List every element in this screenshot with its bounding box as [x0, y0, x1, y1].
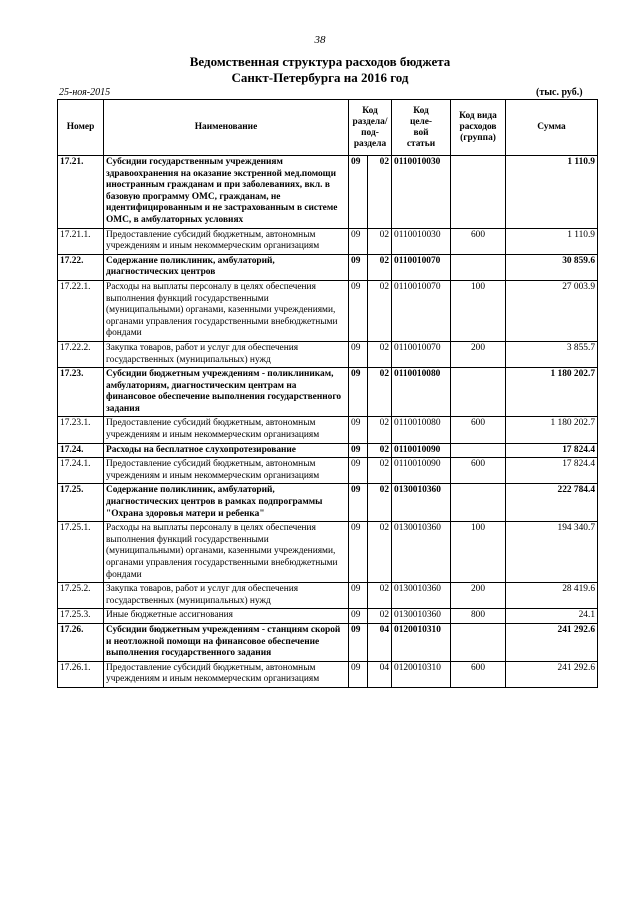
row-expense-type: 200	[451, 583, 506, 609]
row-expense-type: 600	[451, 228, 506, 254]
row-section: 09	[349, 280, 368, 341]
row-number: 17.21.1.	[58, 228, 104, 254]
row-sum: 194 340.7	[506, 522, 598, 583]
row-sum: 30 859.6	[506, 254, 598, 280]
row-section: 09	[349, 368, 368, 417]
row-subsection: 04	[368, 623, 392, 661]
row-section: 09	[349, 583, 368, 609]
header-section-line: Код	[362, 105, 378, 116]
row-number: 17.24.1.	[58, 458, 104, 484]
row-expense-type	[451, 368, 506, 417]
row-expense-type: 600	[451, 417, 506, 443]
row-subsection: 02	[368, 156, 392, 229]
row-section: 09	[349, 522, 368, 583]
row-expense-type: 200	[451, 341, 506, 367]
row-article: 0110010070	[392, 280, 451, 341]
row-name: Расходы на выплаты персоналу в целях обеспечения выполнения функций государственными (муниципальными) органами, казенными учреждениями, органами управления государственными внебюджетными фондами	[104, 522, 349, 583]
row-name: Расходы на выплаты персоналу в целях обеспечения выполнения функций государственными (муниципальными) органами, казенными учреждениями, органами управления государственными внебюджетными фондами	[104, 280, 349, 341]
row-name: Предоставление субсидий бюджетным, автономным учреждениям и иным некоммерческим организациям	[104, 228, 349, 254]
row-article: 0120010310	[392, 661, 451, 687]
row-number: 17.23.1.	[58, 417, 104, 443]
table-row	[58, 609, 598, 624]
table-row	[58, 484, 598, 522]
row-subsection: 04	[368, 661, 392, 687]
row-article: 0130010360	[392, 522, 451, 583]
table-row	[58, 661, 598, 687]
row-expense-type: 100	[451, 522, 506, 583]
row-article: 0110010030	[392, 228, 451, 254]
row-expense-type: 600	[451, 458, 506, 484]
row-article: 0110010090	[392, 443, 451, 458]
header-section-line: раздела/	[352, 116, 388, 127]
title-line-1: Ведомственная структура расходов бюджета	[189, 54, 451, 69]
table-row	[58, 228, 598, 254]
row-article: 0130010360	[392, 484, 451, 522]
row-number: 17.26.1.	[58, 661, 104, 687]
table-row	[58, 368, 598, 417]
row-expense-type: 100	[451, 280, 506, 341]
table-row	[58, 156, 598, 229]
table-header-row	[58, 100, 598, 156]
row-name: Субсидии бюджетным учреждениям - поликлиникам, амбулаториям, диагностическим центрам на финансовое обеспечение выполнения государственного задания	[104, 368, 349, 417]
header-section-code	[349, 100, 392, 156]
page-number: 38	[314, 34, 326, 46]
row-article: 0110010070	[392, 341, 451, 367]
header-section-line: раздела	[353, 138, 387, 149]
header-article-line: вой	[413, 127, 429, 138]
header-sum: Сумма	[506, 100, 598, 156]
header-kvr-line: расходов	[459, 122, 497, 132]
row-name: Расходы на бесплатное слухопротезирование	[104, 443, 349, 458]
row-subsection: 02	[368, 522, 392, 583]
table-row	[58, 341, 598, 367]
row-article: 0130010360	[392, 583, 451, 609]
row-number: 17.24.	[58, 443, 104, 458]
row-number: 17.22.2.	[58, 341, 104, 367]
budget-table	[57, 99, 598, 688]
row-section: 09	[349, 661, 368, 687]
row-section: 09	[349, 609, 368, 624]
row-section: 09	[349, 228, 368, 254]
row-section: 09	[349, 254, 368, 280]
units-label: (тыс. руб.)	[536, 87, 583, 98]
header-article-code	[392, 100, 451, 156]
row-expense-type: 600	[451, 661, 506, 687]
row-subsection: 02	[368, 341, 392, 367]
row-section: 09	[349, 417, 368, 443]
row-sum: 241 292.6	[506, 623, 598, 661]
table-row	[58, 623, 598, 661]
row-article: 0110010080	[392, 417, 451, 443]
row-name: Субсидии государственным учреждениям здравоохранения на оказание экстренной мед.помощи иностранным гражданам и при заболеваниях, вкл. в базовую программу ОМС, гражданам, не идентифицированным и не застрахованным в системе ОМС, в амбулаторных условиях	[104, 156, 349, 229]
table-row	[58, 443, 598, 458]
row-name: Закупка товаров, работ и услуг для обеспечения государственных (муниципальных) нужд	[104, 341, 349, 367]
row-subsection: 02	[368, 583, 392, 609]
row-article: 0110010030	[392, 156, 451, 229]
row-number: 17.23.	[58, 368, 104, 417]
row-expense-type: 800	[451, 609, 506, 624]
row-expense-type	[451, 484, 506, 522]
row-number: 17.21.	[58, 156, 104, 229]
row-subsection: 02	[368, 280, 392, 341]
row-expense-type	[451, 254, 506, 280]
header-kvr-line: Код вида	[459, 111, 497, 121]
table-row	[58, 583, 598, 609]
row-name: Субсидии бюджетным учреждениям - станциям скорой и неотложной помощи на финансовое обеспечение выполнения государственного задания	[104, 623, 349, 661]
row-subsection: 02	[368, 254, 392, 280]
row-expense-type	[451, 443, 506, 458]
row-article: 0110010090	[392, 458, 451, 484]
table-body	[58, 156, 598, 688]
row-number: 17.25.	[58, 484, 104, 522]
row-name: Предоставление субсидий бюджетным, автономным учреждениям и иным некоммерческим организациям	[104, 417, 349, 443]
table-row	[58, 458, 598, 484]
document-title	[0, 54, 640, 86]
row-sum: 222 784.4	[506, 484, 598, 522]
row-section: 09	[349, 443, 368, 458]
row-sum: 241 292.6	[506, 661, 598, 687]
row-article: 0110010070	[392, 254, 451, 280]
row-name: Предоставление субсидий бюджетным, автономным учреждениям и иным некоммерческим организациям	[104, 458, 349, 484]
row-number: 17.26.	[58, 623, 104, 661]
header-section-line: под-	[361, 127, 379, 138]
row-name: Закупка товаров, работ и услуг для обеспечения государственных (муниципальных) нужд	[104, 583, 349, 609]
table-row	[58, 254, 598, 280]
row-sum: 17 824.4	[506, 443, 598, 458]
row-number: 17.22.1.	[58, 280, 104, 341]
row-sum: 28 419.6	[506, 583, 598, 609]
row-expense-type	[451, 156, 506, 229]
title-line-2: Санкт-Петербурга на 2016 год	[231, 70, 409, 85]
row-sum: 17 824.4	[506, 458, 598, 484]
row-sum: 1 110.9	[506, 228, 598, 254]
row-number: 17.25.1.	[58, 522, 104, 583]
row-section: 09	[349, 341, 368, 367]
row-sum: 1 180 202.7	[506, 368, 598, 417]
row-article: 0130010360	[392, 609, 451, 624]
row-number: 17.25.2.	[58, 583, 104, 609]
header-name: Наименование	[104, 100, 349, 156]
row-subsection: 02	[368, 228, 392, 254]
table-row	[58, 417, 598, 443]
table-row	[58, 280, 598, 341]
row-subsection: 02	[368, 443, 392, 458]
row-sum: 1 110.9	[506, 156, 598, 229]
row-subsection: 02	[368, 417, 392, 443]
header-expense-type-code	[451, 100, 506, 156]
header-article-line: Код	[413, 105, 429, 116]
row-name: Содержание поликлиник, амбулаторий, диагностических центров	[104, 254, 349, 280]
header-kvr-line: (группа)	[460, 133, 496, 143]
row-name: Иные бюджетные ассигнования	[104, 609, 349, 624]
row-article: 0120010310	[392, 623, 451, 661]
row-name: Содержание поликлиник, амбулаторий, диагностических центров в рамках подпрограммы "Охрана здоровья матери и ребенка"	[104, 484, 349, 522]
header-number: Номер	[58, 100, 104, 156]
row-subsection: 02	[368, 609, 392, 624]
header-article-line: целе-	[409, 116, 433, 127]
row-number: 17.22.	[58, 254, 104, 280]
row-sum: 3 855.7	[506, 341, 598, 367]
row-article: 0110010080	[392, 368, 451, 417]
row-name: Предоставление субсидий бюджетным, автономным учреждениям и иным некоммерческим организациям	[104, 661, 349, 687]
row-section: 09	[349, 458, 368, 484]
row-sum: 24.1	[506, 609, 598, 624]
row-subsection: 02	[368, 368, 392, 417]
row-expense-type	[451, 623, 506, 661]
row-sum: 1 180 202.7	[506, 417, 598, 443]
row-subsection: 02	[368, 458, 392, 484]
table-row	[58, 522, 598, 583]
row-sum: 27 003.9	[506, 280, 598, 341]
header-article-line: статьи	[406, 138, 436, 149]
row-number: 17.25.3.	[58, 609, 104, 624]
row-section: 09	[349, 623, 368, 661]
row-section: 09	[349, 484, 368, 522]
document-date: 25-ноя-2015	[59, 87, 111, 98]
row-subsection: 02	[368, 484, 392, 522]
row-section: 09	[349, 156, 368, 229]
